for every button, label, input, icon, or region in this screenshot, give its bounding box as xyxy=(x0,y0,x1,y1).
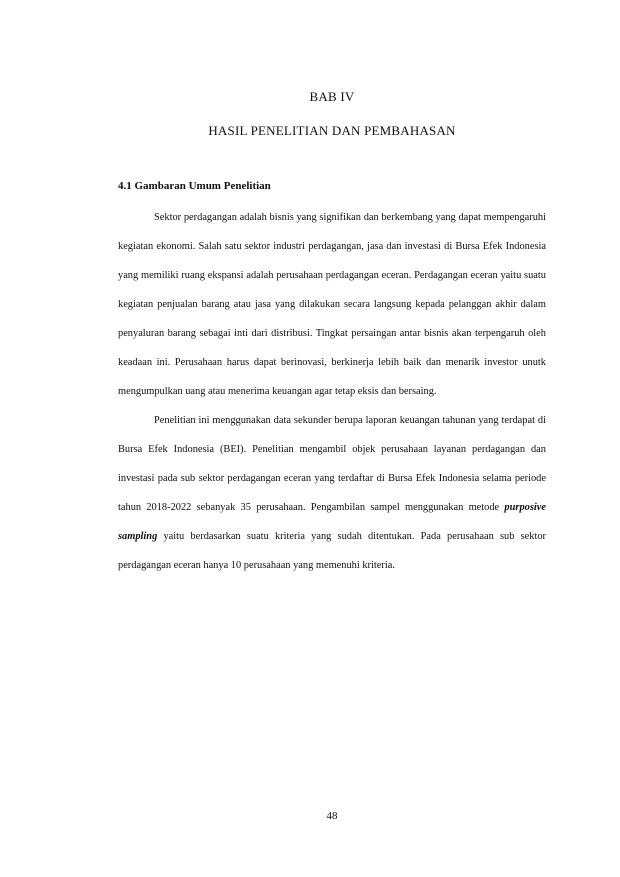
chapter-number: BAB IV xyxy=(309,89,355,104)
paragraph-2-part-2: yaitu berdasarkan suatu kriteria yang sudah ditentukan. Pada perusahaan sub sektor perdagangan eceran hanya 10 perusahaan yang memenuhi kriteria. xyxy=(118,531,546,571)
paragraph-2-emphasis: purposive sampling xyxy=(118,502,546,542)
paragraph-1: Sektor perdagangan adalah bisnis yang signifikan dan berkembang yang dapat mempengaruhi kegiatan ekonomi. Salah satu sektor industri perdagangan, jasa dan investasi di Bursa Efek Indonesia yang memiliki ruang ekspansi adalah perusahaan perdagangan eceran. Perdagangan eceran yaitu suatu kegiatan penjualan barang atau jasa yang dilakukan secara langsung kepada pelanggan akhir dalam penyaluran barang sebagai inti dari distribusi. Tingkat persaingan antar bisnis akan terpengaruh oleh keadaan ini. Perusahaan harus dapat berinovasi, berkinerja lebih baik dan menarik investor unutk mengumpulkan uang atau menerima keuangan agar tetap eksis dan bersaing. xyxy=(118,212,546,397)
page-number: 48 xyxy=(326,810,338,822)
paragraph-2-part-1: Penelitian ini menggunakan data sekunder berupa laporan keuangan tahunan yang terdapat di Bursa Efek Indonesia (BEI). Penelitian mengambil objek perusahaan layanan perdagangan dan investasi pada sub sektor perdagangan eceran yang terdaftar di Bursa Efek Indonesia selama periode tahun 2018-2022 sebanyak 35 perusahaan. Pengambilan sampel menggunakan metode xyxy=(118,415,546,513)
chapter-title: HASIL PENELITIAN DAN PEMBAHASAN xyxy=(208,123,456,138)
body-text xyxy=(118,203,546,580)
section-heading: 4.1 Gambaran Umum Penelitian xyxy=(118,180,271,192)
paragraph-2 xyxy=(118,406,546,580)
